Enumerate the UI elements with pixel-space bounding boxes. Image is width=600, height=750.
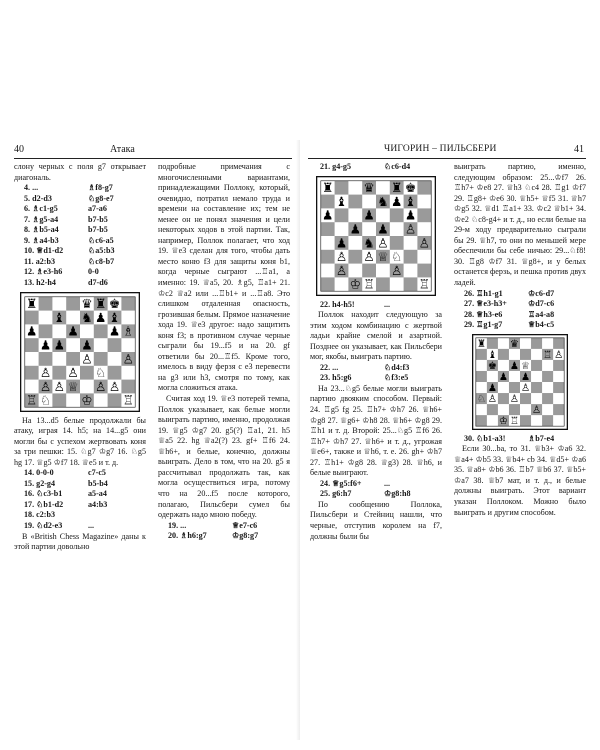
chess-piece-icon: ♞ <box>377 193 389 209</box>
dark-square <box>376 277 390 291</box>
chess-piece-icon: ♟ <box>322 207 334 223</box>
black-move: ♘d4:f3 <box>384 362 410 372</box>
black-move: b7-b5 <box>88 214 108 224</box>
move-list <box>14 468 146 531</box>
move-row <box>14 194 146 205</box>
chess-piece-icon: ♙ <box>335 248 348 264</box>
white-move: 27. ♕e3-h3+ <box>464 299 507 309</box>
move-row <box>310 300 442 311</box>
right-page <box>300 0 600 750</box>
chess-piece-icon: ♙ <box>81 350 93 366</box>
chess-piece-icon: ♘ <box>95 364 107 380</box>
dark-square <box>25 365 39 379</box>
black-move: a5-a4 <box>88 489 107 499</box>
white-move: 20. ♗h6:g7 <box>168 531 207 541</box>
chess-piece-icon: ♘ <box>476 393 486 405</box>
page-number-left: 40 <box>14 144 24 155</box>
black-move: ♘f3:e5 <box>384 373 409 383</box>
chess-piece-icon: ♚ <box>404 179 417 195</box>
running-head-right: ЧИГОРИН – ПИЛЬСБЕРИ <box>384 144 497 154</box>
chess-piece-icon: ♜ <box>476 338 486 350</box>
move-row <box>14 246 146 257</box>
dark-square <box>80 365 94 379</box>
chess-piece-icon: ♝ <box>404 193 417 209</box>
move-list <box>158 521 290 542</box>
black-move: ♘c6-a5 <box>88 235 114 245</box>
chess-piece-icon: ♕ <box>377 248 389 264</box>
chess-piece-icon: ♟ <box>377 221 389 237</box>
white-move: 10. ♕d1-d2 <box>24 246 64 256</box>
black-move: b5-b4 <box>88 478 108 488</box>
commentary-paragraph: По сообщению Поллока, Пильсбери и Стейниц нашли, что черные, отступив королем на f7, должны были бы <box>310 499 442 541</box>
white-move: 22. ... <box>320 362 339 372</box>
dark-square <box>321 277 335 291</box>
dark-square <box>520 393 531 404</box>
chess-piece-icon: ♟ <box>335 234 348 250</box>
chess-piece-icon: ♙ <box>53 378 65 394</box>
chess-piece-icon: ♝ <box>53 309 65 325</box>
chess-piece-icon: ♙ <box>391 262 403 278</box>
move-row <box>310 373 442 384</box>
dark-square <box>348 249 362 263</box>
dark-square <box>542 415 553 426</box>
move-row <box>14 215 146 226</box>
chess-piece-icon: ♔ <box>349 276 361 292</box>
dark-square <box>39 296 53 310</box>
dark-square <box>321 249 335 263</box>
black-move: ... <box>384 299 391 309</box>
white-move: 28. ♕h3-e6 <box>464 309 503 319</box>
dark-square <box>121 379 135 393</box>
chess-piece-icon: ♔ <box>81 392 93 408</box>
move-row <box>454 434 586 445</box>
chess-piece-icon: ♙ <box>520 382 531 394</box>
white-move: 24. ♕g5:f6+ <box>320 478 362 488</box>
black-move: c7-c5 <box>88 468 106 478</box>
move-row <box>14 236 146 247</box>
dark-square <box>498 393 509 404</box>
dark-square <box>390 236 404 250</box>
white-move: 8. ♗b5-a4 <box>24 225 59 235</box>
move-row <box>14 257 146 268</box>
white-move: 30. ♘b1-a3! <box>464 433 506 443</box>
dark-square <box>390 208 404 222</box>
chess-piece-icon: ♖ <box>26 392 38 408</box>
dark-square <box>39 352 53 366</box>
move-list <box>454 289 586 331</box>
black-move: ♕e7-c6 <box>232 520 258 530</box>
chess-piece-icon: ♞ <box>363 234 375 250</box>
chess-piece-icon: ♙ <box>363 248 375 264</box>
black-move: ... <box>384 478 391 488</box>
move-row <box>310 162 442 173</box>
chess-piece-icon: ♛ <box>81 295 93 311</box>
commentary-paragraph: В «British Chess Magazine» даны к этой партии довольно <box>14 531 146 552</box>
chess-piece-icon: ♝ <box>108 309 121 325</box>
chess-piece-icon: ♟ <box>498 371 508 383</box>
move-list <box>454 434 586 445</box>
black-move: ♔g8:g7 <box>232 531 259 541</box>
chess-piece-icon: ♙ <box>554 349 564 361</box>
commentary-paragraph: Поллок находит следующую за этим ходом комбинацию с жертвой ладьи крайне смелой и азартной. Позднее он указывает, как Пильсбери мог, якобы, выиграть партию. <box>310 310 442 362</box>
chess-piece-icon: ♖ <box>363 276 375 292</box>
right-column-2 <box>454 162 586 518</box>
commentary-paragraph: На 23...♘g5 белые могли выиграть партию двояким способом. Первый: 24. ♖g5 fg 25. ♖h7+ ♔h7 26. ♕h6+ ♔g8 27. ♕g6+ ♔h8 28. ♕h6+ ♔g8 29. ♖h1 и т. д. Второй: 25...♘g5 ♖f6 26. ♖h7+ ♔h7 27. ♕h6+ и т. д., угрожая ♕e6+, также и ♕h6, т. е. 26. gh+ ♔h7 27. ♖h1+ ♔g8 28. ♕g3) 28. ♕h6, и белые выиграют. <box>310 383 442 478</box>
move-row <box>14 225 146 236</box>
black-move: ♔g8:h8 <box>384 489 411 499</box>
chess-piece-icon: ♟ <box>363 207 375 223</box>
dark-square <box>509 404 520 415</box>
move-row <box>14 521 146 532</box>
commentary-paragraph: Считая ход 19. ♕e3 потерей темпа, Поллок указывает, как белые могли выиграть партию, именно, продолжая 19. ♕g5 ♔g7 20. g5(?) ♖a1, 21. h5 ♕a5 22. hg ♕a2(?) 23. gf+ ♖f6 24. ♕h6+, и белые, конечно, должны выиграть. Дело в том, что на 20. g5 я рассчитывал продолжать так, как могла осуществиться игра, потому что на 20...f5 после которого, полагаю, Пильсбери сумел бы одержать надо мною победу. <box>158 394 290 520</box>
chess-piece-icon: ♙ <box>418 234 430 250</box>
chess-piece-icon: ♟ <box>53 337 65 353</box>
chess-piece-icon: ♜ <box>95 295 107 311</box>
chess-piece-icon: ♖ <box>509 415 520 427</box>
move-row <box>14 204 146 215</box>
chess-piece-icon: ♙ <box>532 404 542 416</box>
dark-square <box>476 349 487 360</box>
chess-piece-icon: ♙ <box>404 221 417 237</box>
dark-square <box>531 338 542 349</box>
chess-piece-icon: ♛ <box>363 179 375 195</box>
move-row <box>310 479 442 490</box>
white-move: 26. ♖h1-g1 <box>464 288 503 298</box>
chess-piece-icon: ♙ <box>95 378 107 394</box>
right-column-1 <box>310 162 442 542</box>
dark-square <box>121 296 135 310</box>
chess-piece-icon: ♟ <box>108 323 121 339</box>
dark-square <box>66 352 80 366</box>
move-row <box>14 278 146 289</box>
white-move: 11. a2:b3 <box>24 256 56 266</box>
black-move: ♔d7-c6 <box>528 299 555 309</box>
dark-square <box>531 382 542 393</box>
black-move: ♔c6-d7 <box>528 288 555 298</box>
chess-piece-icon: ♟ <box>404 207 417 223</box>
chess-piece-icon: ♙ <box>377 234 389 250</box>
black-move: d7-d6 <box>88 278 108 288</box>
chess-piece-icon: ♜ <box>322 179 334 195</box>
white-move: 23. h5:g6 <box>320 373 352 383</box>
dark-square <box>509 382 520 393</box>
chess-piece-icon: ♟ <box>39 337 52 353</box>
dark-square <box>335 180 349 194</box>
commentary-paragraph: Если 30...ba, то 31. ♕b3+ ♔a6 32. ♕a4+ ♔b5 33. ♕b4+ cb 34. ♕d5+ ♔a6 35. ♕a8+ ♔b6 36. ♖b7 ♕b6 37. ♕b5+ ♔a7 38. ♕b7 мат, и т. д., и белые должны выиграть. Этот вариант указан Поллоком. Можно было выиграть и другим способом. <box>454 444 586 517</box>
chess-piece-icon: ♙ <box>39 378 52 394</box>
move-row <box>454 320 586 331</box>
dark-square <box>25 338 39 352</box>
chess-piece-icon: ♖ <box>543 349 553 361</box>
dark-square <box>531 360 542 371</box>
black-move: a7-a6 <box>88 204 107 214</box>
move-row <box>14 489 146 500</box>
white-move: 17. ♘b1-d2 <box>24 499 64 509</box>
dark-square <box>404 249 418 263</box>
chess-diagram-3 <box>472 334 568 430</box>
chess-piece-icon: ♟ <box>26 323 38 339</box>
dark-square <box>108 338 122 352</box>
chess-piece-icon: ♖ <box>122 392 134 408</box>
dark-square <box>520 415 531 426</box>
running-head-left: Атака <box>110 144 135 155</box>
black-move: ♘g8-e7 <box>88 193 114 203</box>
chess-piece-icon: ♙ <box>487 393 497 405</box>
move-row <box>454 310 586 321</box>
dark-square <box>94 352 108 366</box>
chess-piece-icon: ♖ <box>418 276 430 292</box>
white-move: 9. ♗a4-b3 <box>24 235 59 245</box>
dark-square <box>94 324 108 338</box>
white-move: 14. 0-0-0 <box>24 468 54 478</box>
chess-piece-icon: ♜ <box>391 179 403 195</box>
chess-piece-icon: ♝ <box>335 193 348 209</box>
chess-piece-icon: ♚ <box>487 360 497 372</box>
white-move: 7. ♗g5-a4 <box>24 214 59 224</box>
left-column-2 <box>158 162 290 542</box>
black-move: ♗f8-g7 <box>88 183 113 193</box>
left-column-1 <box>14 162 146 553</box>
chess-diagram-2 <box>316 176 436 296</box>
chess-piece-icon: ♘ <box>391 248 403 264</box>
chess-piece-icon: ♘ <box>39 392 52 408</box>
page-number-right: 41 <box>574 144 584 155</box>
chess-diagram-1 <box>20 292 140 412</box>
dark-square <box>404 277 418 291</box>
chess-piece-icon: ♙ <box>509 393 520 405</box>
dark-square <box>417 263 431 277</box>
move-row <box>158 531 290 542</box>
white-move: 4. ... <box>24 183 39 193</box>
dark-square <box>39 324 53 338</box>
chess-piece-icon: ♝ <box>487 349 497 361</box>
dark-square <box>487 338 498 349</box>
dark-square <box>321 194 335 208</box>
black-move: ♕b4-c5 <box>528 320 555 330</box>
white-move: 18. c2:b3 <box>24 510 56 520</box>
black-move: b7-b5 <box>88 225 108 235</box>
dark-square <box>52 393 66 407</box>
chess-piece-icon: ♟ <box>81 337 93 353</box>
chess-piece-icon: ♛ <box>509 338 520 350</box>
dark-square <box>108 365 122 379</box>
dark-square <box>553 382 564 393</box>
dark-square <box>542 393 553 404</box>
chess-piece-icon: ♟ <box>487 382 497 394</box>
white-move: 22. h4-h5! <box>320 299 355 309</box>
chess-piece-icon: ♜ <box>26 295 38 311</box>
move-list <box>310 479 442 500</box>
dark-square <box>553 404 564 415</box>
move-row <box>454 299 586 310</box>
chess-piece-icon: ♙ <box>39 364 52 380</box>
move-row <box>454 289 586 300</box>
move-row <box>14 468 146 479</box>
white-move: 29. ♖g1-g7 <box>464 320 503 330</box>
chess-piece-icon: ♙ <box>67 364 79 380</box>
chess-piece-icon: ♔ <box>498 415 508 427</box>
commentary-paragraph: выиграть партию, именно, следующим образом: 25...♔f7 26. ♖h7+ ♔e8 27. ♕h3 ♘c4 28. ♖g1 ♔f7 29. ♖g8+ ♔e6 30. ♕h5+ ♕f5 31. ♕h7 ♔g5 32. ♕d1 ♖a1+ 33. ♔c2 ♕b1+ 34. ♔e2 ♘c8-g4+ и т. д., но если белые на 29-м ходу предварительно сыграли бы 29. ♕h7, то они по меньшей мере обеспечили бы себе ничью: 29...♘f8! 30. ♖g8 ♔f7 31. ♕g8+, и у белых останется ферзь, и пешка против двух ладей. <box>454 162 586 288</box>
chess-piece-icon: ♟ <box>67 323 79 339</box>
commentary-paragraph: На 13...d5 белые продолжали бы атаку, играя 14. h5; на 14...g5 они могли бы с успехом жертвовать коня за три пешки: 15. ♘g7 ♔g7 16. ♘g5 hg 17. ♕g5 ♔f7 18. ♕e5 и т. д. <box>14 415 146 467</box>
dark-square <box>417 180 431 194</box>
dark-square <box>487 404 498 415</box>
chess-piece-icon: ♞ <box>81 309 93 325</box>
white-move: 19. ♘d2-e3 <box>24 521 63 531</box>
dark-square <box>348 194 362 208</box>
chess-piece-icon: ♟ <box>509 360 520 372</box>
move-list <box>310 300 442 311</box>
chess-piece-icon: ♙ <box>122 350 134 366</box>
white-move: 21. g4-g5 <box>320 162 352 171</box>
move-row <box>14 267 146 278</box>
move-row <box>14 510 146 521</box>
black-move: a4:b3 <box>88 499 108 509</box>
dark-square <box>66 296 80 310</box>
chess-piece-icon: ♙ <box>108 378 121 394</box>
dark-square <box>362 263 376 277</box>
white-move: 25. g6:h7 <box>320 489 352 499</box>
black-move: ♘a5:b3 <box>88 246 115 256</box>
black-move: ♗b7-e4 <box>528 433 555 443</box>
chess-piece-icon: ♕ <box>520 360 531 372</box>
chess-piece-icon: ♟ <box>391 193 403 209</box>
black-move: ♘c6-d4 <box>384 162 411 171</box>
white-move: 16. ♘c3-b1 <box>24 489 63 499</box>
dark-square <box>25 310 39 324</box>
black-move: ♘c8-b7 <box>88 256 115 266</box>
chess-piece-icon: ♗ <box>122 323 134 339</box>
dark-square <box>335 208 349 222</box>
black-move: 0-0 <box>88 267 99 277</box>
white-move: 15. g2-g4 <box>24 478 56 488</box>
white-move: 13. h2-h4 <box>24 278 56 288</box>
move-list <box>310 162 442 173</box>
header-rule-left <box>14 158 292 159</box>
chess-piece-icon: ♙ <box>335 262 348 278</box>
intro-text: слону черных с поля g7 открывает диагональ. <box>14 162 146 182</box>
dark-square <box>553 338 564 349</box>
white-move: 12. ♗e3-h6 <box>24 267 63 277</box>
black-move: ♖a4-a8 <box>528 309 555 319</box>
dark-square <box>108 393 122 407</box>
dark-square <box>476 371 487 382</box>
dark-square <box>321 222 335 236</box>
move-row <box>14 479 146 490</box>
dark-square <box>553 360 564 371</box>
move-row <box>310 363 442 374</box>
chess-piece-icon: ♟ <box>520 371 531 383</box>
move-row <box>310 489 442 500</box>
chess-piece-icon: ♕ <box>67 378 79 394</box>
dark-square <box>498 349 509 360</box>
move-row <box>14 500 146 511</box>
chess-piece-icon: ♟ <box>95 309 107 325</box>
white-move: 5. d2-d3 <box>24 193 52 203</box>
move-row <box>158 521 290 532</box>
white-move: 6. ♗c1-g5 <box>24 204 58 214</box>
chess-piece-icon: ♟ <box>349 221 361 237</box>
move-list <box>14 183 146 288</box>
dark-square <box>417 208 431 222</box>
header-rule-right <box>308 158 586 159</box>
chess-piece-icon: ♚ <box>108 295 121 311</box>
white-move: 19. ... <box>168 520 187 530</box>
dark-square <box>542 371 553 382</box>
commentary-paragraph: подробные примечания с многочисленными вариантами, принадлежащими Поллоку, который, очевидно, потратил немало труда и времени на составление их; тем не менее он не понял значения и цели некоторых ходов в этой партии. Так, например, Поллок полагает, что ход 19. ♕e3 сделан для того, чтобы дать место коню f3 для защиты коня b1, когда черные сыграют ...♖a1, а именно: 19. ♕a5, 20. ♗g5, ♖a1+ 21. ♔c2 ♕a2 или ...♖b1+ и ...♖a8. Это слишком отдаленная опасность, грозившая белым. Прямое назначение хода 19. ♕e3 другое: надо защитить коня f3; в противном случае черные сыграли бы 19...f5 и на 20. gf ответили бы 20...♖f5. Кроме того, имелось в виду ферзя с e3 перевести на g3 или h3, смотря по тому, как могла сложиться атака. <box>158 162 290 393</box>
dark-square <box>52 365 66 379</box>
move-list <box>310 363 442 384</box>
black-move: ... <box>88 521 95 531</box>
move-row <box>14 183 146 194</box>
dark-square <box>476 415 487 426</box>
dark-square <box>520 349 531 360</box>
